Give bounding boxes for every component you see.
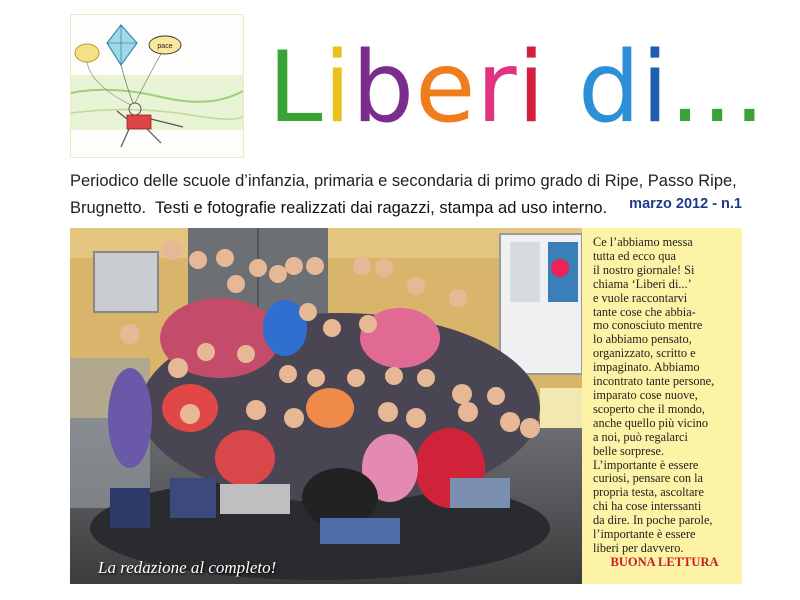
title-letter: b bbox=[351, 31, 416, 145]
title-letter: . bbox=[669, 31, 702, 145]
subtitle-credits: Testi e fotografie realizzati dai ragazzi, stampa ad uso interno. bbox=[155, 199, 608, 217]
title-letter: i bbox=[323, 31, 352, 145]
subtitle-line-1: Periodico delle scuole d’infanzia, primaria e secondaria di primo grado di Ripe, Passo Ripe, bbox=[70, 172, 737, 190]
title-letter: d bbox=[578, 31, 642, 145]
title-letter: i bbox=[641, 31, 670, 145]
title-letter bbox=[546, 28, 578, 148]
title-letter: r bbox=[476, 31, 518, 145]
issue-date: marzo 2012 - n.1 bbox=[629, 196, 742, 212]
title-letter: e bbox=[415, 31, 477, 145]
title-letter: . bbox=[733, 31, 766, 145]
editorial-sidebar bbox=[582, 228, 742, 584]
subtitle-places: Brugnetto. bbox=[70, 199, 147, 217]
kite-drawing-logo bbox=[70, 14, 244, 158]
title-letter: L bbox=[268, 31, 324, 145]
photo-caption: La redazione al completo! bbox=[98, 558, 277, 577]
title-letter: i bbox=[517, 31, 546, 145]
editorial-signoff: BUONA LETTURA bbox=[610, 554, 719, 569]
title-letter: . bbox=[701, 31, 734, 145]
masthead-title bbox=[268, 28, 766, 148]
group-photo bbox=[70, 228, 582, 584]
subtitle bbox=[70, 168, 760, 222]
editorial-text: Ce l’abbiamo messa tutta ed ecco qua il nostro giornale! Si chiama ‘Liberi di...’ e vuole raccontarvi tante cose che abbia- mo conosciuto mentre lo abbiamo pensato, organizzato, scritto e impaginato. Abbiamo incontrato tante persone, imparato cose nuove, scoperto che il mondo, anche quello più vicino a noi, può regalarci belle sorprese. L’importante è essere curiosi, pensare con la propria testa, ascoltare chi ha cose interssanti da dire. In poche parole, l’importante è essere liberi per davvero. bbox=[593, 235, 715, 555]
svg-text:pace: pace bbox=[157, 43, 173, 50]
